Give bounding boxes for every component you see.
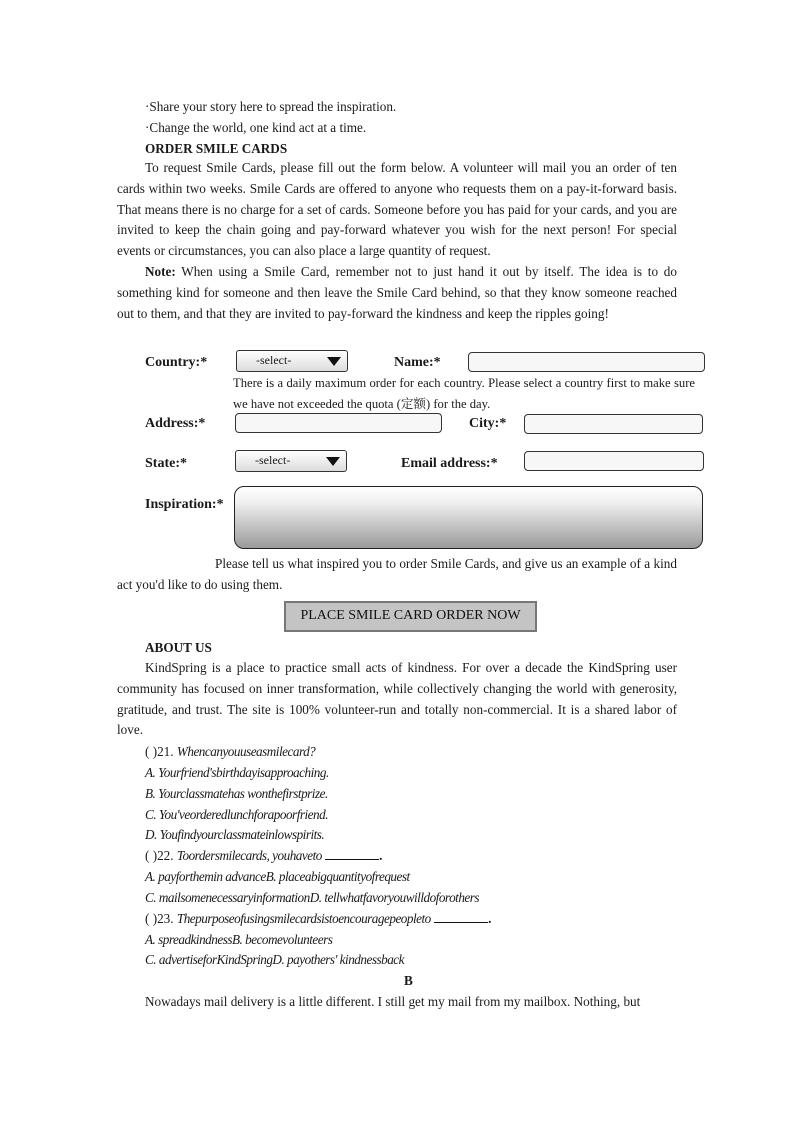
question-23-end: . [488, 911, 492, 926]
intro-line-1: ·Share your story here to spread the inspiration. [145, 99, 397, 114]
question-22-end: . [379, 848, 383, 863]
note-text: When using a Smile Card, remember not to just hand it out by itself. The idea is to do something kind for someone and then leave the Smile Card behind, so that they know someone reached out to them, and that they are invited to pay-forward the kindness and keep the ripples going! [117, 264, 677, 321]
address-input[interactable] [235, 413, 442, 433]
question-21-option-a: A. Yourfriend'sbirthdayisapproaching. [145, 765, 329, 780]
question-22 [145, 847, 382, 864]
country-select[interactable] [236, 350, 348, 372]
place-order-button[interactable]: PLACE SMILE CARD ORDER NOW [284, 601, 537, 632]
question-23-prefix: ( )23. [145, 911, 174, 926]
about-paragraph: KindSpring is a place to practice small acts of kindness. For over a decade the KindSpring user community has focused on inner transformation, while collectively changing the world with generosity, gratitude, and trust. The site is 100% volunteer-run and totally non-commercial. It is a shared labor of love. [117, 660, 677, 738]
country-label: Country:* [145, 355, 208, 370]
question-23 [145, 910, 491, 927]
order-heading: ORDER SMILE CARDS [145, 141, 288, 156]
inspiration-textarea[interactable] [234, 486, 703, 549]
question-21-option-b: B. Yourclassmatehas wonthefirstprize. [145, 786, 328, 801]
order-paragraph: To request Smile Cards, please fill out the form below. A volunteer will mail you an order of ten cards within two weeks. Smile Cards are offered to anyone who requests them on a pay-it-forward basis. That means there is no charge for a set of cards. Someone before you has paid for your cards, and you are invited to keep the chain going and pay-forward whatever you wish for the next person! For special events or circumstances, you can also place a large quantity of request. [117, 160, 677, 259]
address-label: Address:* [145, 416, 206, 431]
about-heading: ABOUT US [145, 640, 212, 655]
question-23-stem: Thepurposeofusingsmilecardsistoencouragepeopleto [176, 911, 431, 926]
question-22-options-cd: C. mailsomenecessaryinformationD. tellwhatfavoryouwilldoforothers [145, 890, 480, 905]
name-input[interactable] [468, 352, 705, 372]
question-23-options-ab: A. spreadkindnessB. becomevolunteers [145, 932, 333, 947]
city-label: City:* [469, 416, 507, 431]
email-input[interactable] [524, 451, 704, 471]
question-21 [145, 743, 315, 760]
question-23-options-cd: C. advertiseforKindSpringD. payothers' kindnessback [145, 952, 404, 967]
question-21-prefix: ( )21. [145, 744, 174, 759]
intro-line-2: ·Change the world, one kind act at a time. [145, 120, 367, 135]
chevron-down-icon [326, 457, 340, 466]
inspiration-note: Please tell us what inspired you to order Smile Cards, and give us an example of a kind act you'd like to do using them. [117, 556, 677, 592]
state-select-value: -select- [255, 453, 291, 467]
question-21-option-c: C. You'veorderedlunchforapoorfriend. [145, 807, 328, 822]
question-23-blank [434, 910, 488, 923]
section-b-first-line: Nowadays mail delivery is a little different. I still get my mail from my mailbox. Nothing, but [145, 994, 641, 1009]
section-b-heading: B [404, 973, 413, 988]
chevron-down-icon [327, 357, 341, 366]
question-21-stem: Whencanyouuseasmilecard? [176, 744, 316, 759]
name-label: Name:* [394, 355, 441, 370]
question-22-blank [325, 847, 379, 860]
email-label: Email address:* [401, 456, 498, 471]
note-label: Note: [145, 264, 176, 279]
note-paragraph [117, 262, 677, 324]
country-note: There is a daily maximum order for each country. Please select a country first to make sure we have not exceeded the quota (定额) for the day. [233, 376, 695, 411]
question-22-stem: Toordersmilecards, youhaveto [176, 848, 322, 863]
country-select-value: -select- [256, 353, 292, 367]
state-select[interactable] [235, 450, 347, 472]
question-21-option-d: D. Youfindyourclassmateinlowspirits. [145, 827, 325, 842]
question-22-options-ab: A. payforthemin advanceB. placeabigquantityofrequest [145, 869, 410, 884]
question-22-prefix: ( )22. [145, 848, 174, 863]
city-input[interactable] [524, 414, 703, 434]
state-label: State:* [145, 456, 187, 471]
inspiration-label: Inspiration:* [145, 497, 224, 512]
